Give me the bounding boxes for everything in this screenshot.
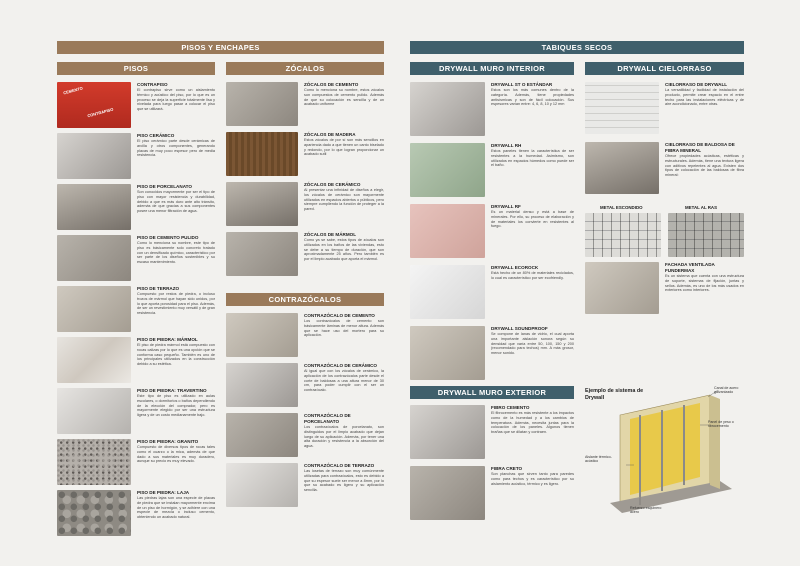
zocalos-column [226,82,384,281]
item-title: PISO CERÁMICO [137,133,175,138]
contrazocalo-terrazo-image [226,463,298,507]
list-item [57,490,215,536]
tabiques-secos-header: TABIQUES SECOS [410,41,744,54]
zocalo-marmol-image [226,232,298,276]
list-item [226,182,384,226]
list-item [57,82,215,128]
list-item [226,232,384,276]
item-desc: Estos zócalos de por sí son más sencillos en apariencia dado a que tienen un canto biselado y redondo, por lo que logran proporcionar un acabado sutil [304,138,384,157]
piso-cemento-pulido-image [57,235,131,281]
item-title: CIELORRASO DE DRYWALL [665,82,728,87]
item-title: CONTRAZÓCALO DE TERRAZO [304,463,375,468]
item-title: PISO DE CEMENTO PULIDO [137,235,199,240]
item-title: ZÓCALOS DE MADERA [304,132,356,137]
list-item [585,262,744,314]
contrazocalo-cemento-image [226,313,298,357]
item-desc: El contrapiso sirve como un aislamiento térmico y acústico del piso, por lo que es un proceso se deja la superficie totalmente lisa y nivelada para luego pasar a colocar el piso que se utilizará. [137,88,215,112]
metal-escondido-image [585,213,661,257]
piso-granito-image [57,439,131,485]
item-title: FIBRO CEMENTO [491,405,530,410]
diagram-title: Ejemplo de sistema de Drywall [585,388,644,401]
drywall-rf-image [410,204,485,258]
list-item [57,133,215,179]
item-title: CIELORRASO DE BALDOSA DE FIBRA MINERAL [665,142,735,153]
list-item [57,235,215,281]
item-desc: Se compone de lanas de vidrio, el cual aporta una importante aislación sonora según su densidad que varía entre 50, 100, 150 y 200 (recomendado para techos) mm. A más grosor, menor sonido. [491,332,574,356]
item-title: PISO DE PORCELANATO [137,184,192,189]
item-title: PISO DE PIEDRA: GRANITO [137,439,199,444]
panel-front [710,395,720,489]
fundermax-image [585,262,659,314]
label-refuerzo: Refuerzo esquinero acero [630,506,662,515]
list-item [57,184,215,230]
item-title: FIBRA CRETO [491,466,523,471]
contrazocalo-ceramico-image [226,363,298,407]
item-desc: Al igual que con los zócalos de cerámico, la aplicación de los contrazócalos parte desde el corte de baldosas a una altura menor de 30 cm, para poder cumplir con el ser un contrazócalo. [304,369,384,393]
item-desc: Este tipo de piso es utilizado en aulas escolares, o dormitorios o baños dependiendo de la elección del comprador, pero es mayormente elegido por ser una estructura ligera y de un costo medianamente bajo. [137,394,215,418]
item-title: CONTRAZÓCALO DE CERÁMICO [304,363,377,368]
item-title: CONTRAZÓCALO DE CEMENTO [304,313,375,318]
item-title: DRYWALL ECOROCK [491,265,539,270]
label-aislante: Aislante térmico-acústico [585,455,612,464]
contrazocalos-header: CONTRAZÓCALOS [226,293,384,306]
item-title: DRYWALL ST O ESTÁNDAR [491,82,553,87]
list-item [57,286,215,332]
contrazocalos-column [226,313,384,512]
item-desc: Las losetas de terrazo son muy comúnmente utilizadas para contrazócalos, esto es debido a que su espesor suele ser menor a 8mm, por lo que su acabado es ligero y su aplicación sencilla. [304,469,384,493]
item-desc: Como lo menciona su nombre, estos zócalos son compuestos de cemento pulido. Además de que su colocación es sencilla y de un acabado uniforme [304,88,384,107]
list-item [226,413,384,457]
item-desc: Como lo menciona su nombre, este tipo de piso es básicamente solo concreto tratado con un densificado químico, característico por ser parte de los diseños sostenibles y su escaso mantenimiento. [137,241,215,265]
pisos-enchapes-header: PISOS Y ENCHAPES [57,41,384,54]
item-desc: Compuesto de diversos tipos de rocas tales como el cuarzo o la mica, además de que dado a sus materiales es muy duradero, aunque su precio es muy elevado. [137,445,215,464]
piso-travertino-image [57,388,131,434]
item-desc: El piso de piedra mármol está compuesto con rocas calizas por lo que es una opción que se conforma caso pequeño. También es uno de los principales utilizados en la construcción debido a su estética. [137,343,215,367]
item-desc: Las piedras lajas son una especie de placas de piedra que se instalan mayormente encima de un piso de hormigón, y se adhiere con una especie de mezcla o incluso cemento, obteniendo un acabado natural. [137,496,215,520]
item-title: ZÓCALOS DE CEMENTO [304,82,359,87]
zocalo-ceramico-image [226,182,298,226]
item-desc: Compuesto por restos de piedra, o incluso trozos de mármol que hayan sido unidos, por lo que aporta porosidad para el piso. Además, de ser un revestimiento muy versátil y de gran resistencia. [137,292,215,316]
zocalo-cemento-image [226,82,298,126]
cielorraso-drywall-image [585,82,659,134]
label-panel: Panel de yeso o fibrocemento [708,420,734,429]
pisos-header: PISOS [57,62,215,75]
metal-al-ras-label: METAL AL RAS [685,205,718,210]
fibra-creto-image [410,466,485,520]
bag-label: CEMENTO [62,85,84,96]
drywall-st-image [410,82,485,136]
item-title: PISO DE PIEDRA: LAJA [137,490,190,495]
label-canal: Canal de acero galvanizado [714,386,739,395]
list-item [410,204,574,258]
item-desc: Está hecho de un 80% de materiales reciclados, lo cual es característico por ser ecofriendly. [491,271,574,280]
list-item [226,363,384,407]
list-item [585,142,744,194]
item-desc: Es un sistema que cuenta con una estructura de soporte, sistemas de fijación, juntas y sellos. Además, es uno de los más usados en exteriores como interiores. [665,274,744,293]
bag-label: CONTRAPISO [86,106,114,119]
list-item [410,326,574,380]
drywall-rh-image [410,143,485,197]
item-title: FACHADA VENTILADA FUNDERMAX [665,262,715,273]
item-title: ZÓCALOS DE CERÁMICO [304,182,361,187]
item-title: DRYWALL RF [491,204,521,209]
item-title: CONTRAPISO [137,82,168,87]
item-desc: La versatilidad y facilidad de instalación del producto, permite crear espacio en el entre techo para las instalaciones eléctricas y de aire acondicionado, entre otras. [665,88,744,107]
item-title: DRYWALL SOUNDPROOF [491,326,548,331]
fibrocemento-image [410,405,485,459]
item-desc: Al presentar una infinidad de diseños a elegir, los zócalos de cerámico son mayormente utilizados en espacios abiertos o públicos, pero siempre cumpliendo la función de proteger a la pared. [304,188,384,212]
item-title: CONTRAZÓCALO DE PORCELANATO [304,413,351,424]
drywall-soundproof-image [410,326,485,380]
list-item [57,439,215,485]
contrapiso-image [57,82,131,128]
list-item [226,132,384,176]
item-desc: Los contrazócalos de porcelanato, son distinguidos por el limpio acabado que dejan luego de su aplicación. Además, por tener una alta duración y resistencia a la absorción del agua. [304,425,384,449]
list-item [57,388,215,434]
list-item [585,82,744,134]
item-desc: El piso cerámico parte desde cerámicas de arcilla y otros componentes, generando placas de muy poco espesor pero de media resistencia. [137,139,215,158]
list-item [226,463,384,507]
item-desc: El fibrocemento es más resistente a los impactos como de la humedad y a los cambios de temperatura. Además, necesita juntas para la colocación de los paneles. Algunos tienen brañas que se dilatan y contraen. [491,411,574,435]
item-desc: Estos paneles tienen la característica de ser resistentes a la humedad. Asimismo, son utilizados en espacios húmedos como puede ser el baño. [491,149,574,168]
drywall-ecorock-image [410,265,485,319]
list-item [410,143,574,197]
list-item [410,265,574,319]
metal-al-ras-image [668,213,744,257]
item-title: DRYWALL RH [491,143,522,148]
interior-column [410,82,574,385]
zocalo-madera-image [226,132,298,176]
pisos-column [57,82,215,541]
cielorraso-fibra-image [585,142,659,194]
list-item [410,466,574,520]
drywall-exterior-header: DRYWALL MURO EXTERIOR [410,386,574,399]
piso-marmol-image [57,337,131,383]
drywall-diagram [600,385,744,515]
cielorraso-column [585,82,744,199]
exterior-column [410,405,574,525]
item-title: PISO DE TERRAZO [137,286,180,291]
list-item [226,82,384,126]
piso-laja-image [57,490,131,536]
list-item [57,337,215,383]
contrazocalo-porcelanato-image [226,413,298,457]
drywall-cielorraso-header: DRYWALL CIELORRASO [585,62,744,75]
metal-escondido-label: METAL ESCONDIDO [600,205,643,210]
item-desc: Ofrece propiedades acústicas, estéticas y estructurales. Además, tiene una textura ligera con aditivos repelentes al agua. Existen dos tipos de colocación de las baldosas de fibra mineral: [665,154,744,178]
piso-terrazo-image [57,286,131,332]
item-desc: Son planchas que sirven tanto para paredes como para techos y es característico por su aislamiento acústico, térmico y es ligero. [491,472,574,486]
item-title: PISO DE PIEDRA: TRAVERTINO [137,388,207,393]
item-desc: Los contrazócalos de cemento son básicamente láminas de menor altura. Además que se hace uso del mortero para su aplicación. [304,319,384,338]
item-desc: Es un material denso y está a base de minerales. Por ello, su proceso de elaboración y de materiales los convierte en resistentes al fuego. [491,210,574,229]
piso-ceramico-image [57,133,131,179]
list-item [226,313,384,357]
list-item [410,405,574,459]
item-title: PISO DE PIEDRA: MÁRMOL [137,337,198,342]
list-item [410,82,574,136]
piso-porcelanato-image [57,184,131,230]
zocalos-header: ZÓCALOS [226,62,384,75]
item-desc: Como ya se sabe, estos tipos de zócalos son utilizados en los baños de las viviendas, esto se debe a su tiempo de duración, que son aproximadamente 25 años. Pero también es por el limpio acabado que aporta el mármol. [304,238,384,262]
drywall-interior-header: DRYWALL MURO INTERIOR [410,62,574,75]
item-title: ZÓCALOS DE MÁRMOL [304,232,357,237]
item-desc: Son conocidos mayormente por ser el tipo de piso con mayor resistencia y durabilidad, debido a que es más duro ante alto tránsito, además de que gracias a sus componentes posee una menor filtración de agua. [137,190,215,214]
item-desc: Estos son los más comunes dentro de la categoría. Además, tiene propiedades antisísmicas y son de fácil colocación. Sus espesores varían entre: 4, 6, 8, 10 y 12 mm [491,88,574,107]
